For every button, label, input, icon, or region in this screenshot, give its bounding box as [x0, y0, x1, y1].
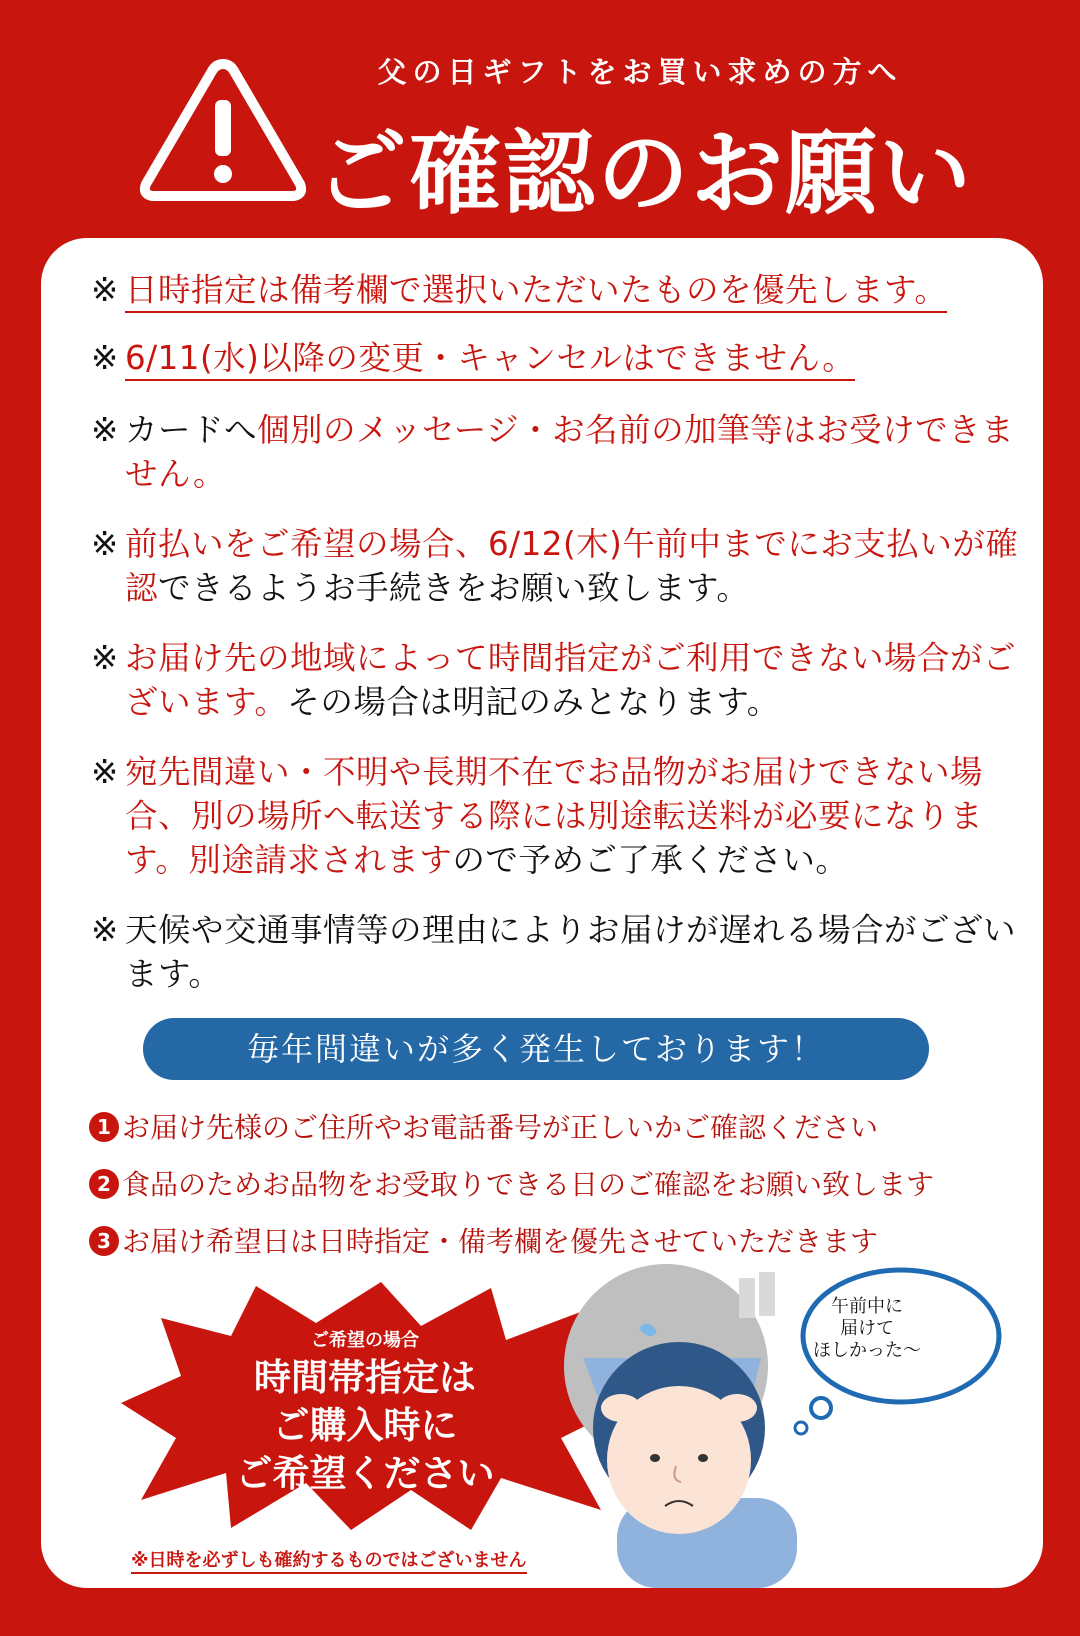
note-text: 日時指定は備考欄で選択いただいたものを優先します。: [125, 271, 947, 313]
note-mark: ※: [91, 339, 119, 377]
note-item: [91, 636, 1031, 724]
note-mark: ※: [91, 639, 119, 677]
note-text-red: 前払いをご希望の場合、6/12(木)午前中までにお支払いが確認: [125, 525, 1019, 607]
thought-bubble-text: [797, 1296, 937, 1362]
note-mark: ※: [91, 271, 119, 309]
header-subtitle: 父の日ギフトをお買い求めの方へ: [377, 55, 903, 89]
numbered-text: お届け希望日は日時指定・備考欄を優先させていただきます: [122, 1225, 879, 1258]
note-mark: ※: [91, 753, 119, 791]
numbered-text: お届け先様のご住所やお電話番号が正しいかご確認ください: [122, 1111, 879, 1144]
numbered-item: [89, 1165, 1039, 1222]
number-badge: 3: [89, 1226, 119, 1256]
note-text-red: 宛先間違い・不明や長期不在でお品物がお届けできない場合、別の場所へ転送する際には別途転送料が必要になります。別途請求されます: [125, 753, 984, 879]
note-item: [91, 522, 1031, 610]
numbered-text: 食品のためお品物をお受取りできる日のご確認をお願い致します: [122, 1168, 935, 1201]
note-item: [91, 908, 1031, 996]
burst-line: ご希望ください: [235, 1452, 495, 1495]
thought-line: ほしかった～: [813, 1340, 921, 1361]
thought-line: 届けて: [840, 1318, 894, 1339]
number-badge: 2: [89, 1169, 119, 1199]
burst-text: [161, 1328, 569, 1498]
note-text-black: できるようお手続きをお願い致します。: [158, 569, 750, 607]
footnote: ※日時を必ずしも確約するものではございません: [131, 1550, 527, 1574]
burst-line: 時間帯指定は: [254, 1356, 476, 1399]
warning-icon: [138, 56, 308, 204]
note-item: [91, 750, 1031, 882]
note-mark: ※: [91, 411, 119, 449]
warning-banner: 毎年間違いが多く発生しております！: [143, 1018, 929, 1080]
note-text-black: カードへ: [125, 411, 258, 449]
note-text-black: 天候や交通事情等の理由によりお届けが遅れる場合がございます。: [125, 911, 1017, 993]
note-mark: ※: [91, 525, 119, 563]
note-item: [91, 336, 1031, 380]
note-item: [91, 268, 1031, 312]
numbered-item: [89, 1108, 1039, 1165]
header: [0, 0, 1080, 238]
thought-line: 午前中に: [831, 1296, 903, 1317]
note-text: 6/11(水)以降の変更・キャンセルはできません。: [125, 339, 855, 381]
header-title: ご確認のお願い: [315, 120, 974, 227]
note-mark: ※: [91, 911, 119, 949]
note-item: [91, 408, 1031, 496]
burst-caption: ご希望の場合: [311, 1330, 419, 1351]
note-text-red: 個別のメッセージ・お名前の加筆等はお受けできません。: [125, 411, 1015, 493]
notice-panel: [41, 238, 1043, 1588]
notes-list: [91, 268, 1031, 996]
number-badge: 1: [89, 1112, 119, 1142]
note-text-red: お届け先の地域によって時間指定がご利用できない場合がございます。: [125, 639, 1017, 721]
note-text-black: ので予めご了承ください。: [452, 841, 849, 879]
note-text-black: その場合は明記のみとなります。: [287, 683, 780, 721]
burst-line: ご購入時に: [272, 1404, 458, 1447]
